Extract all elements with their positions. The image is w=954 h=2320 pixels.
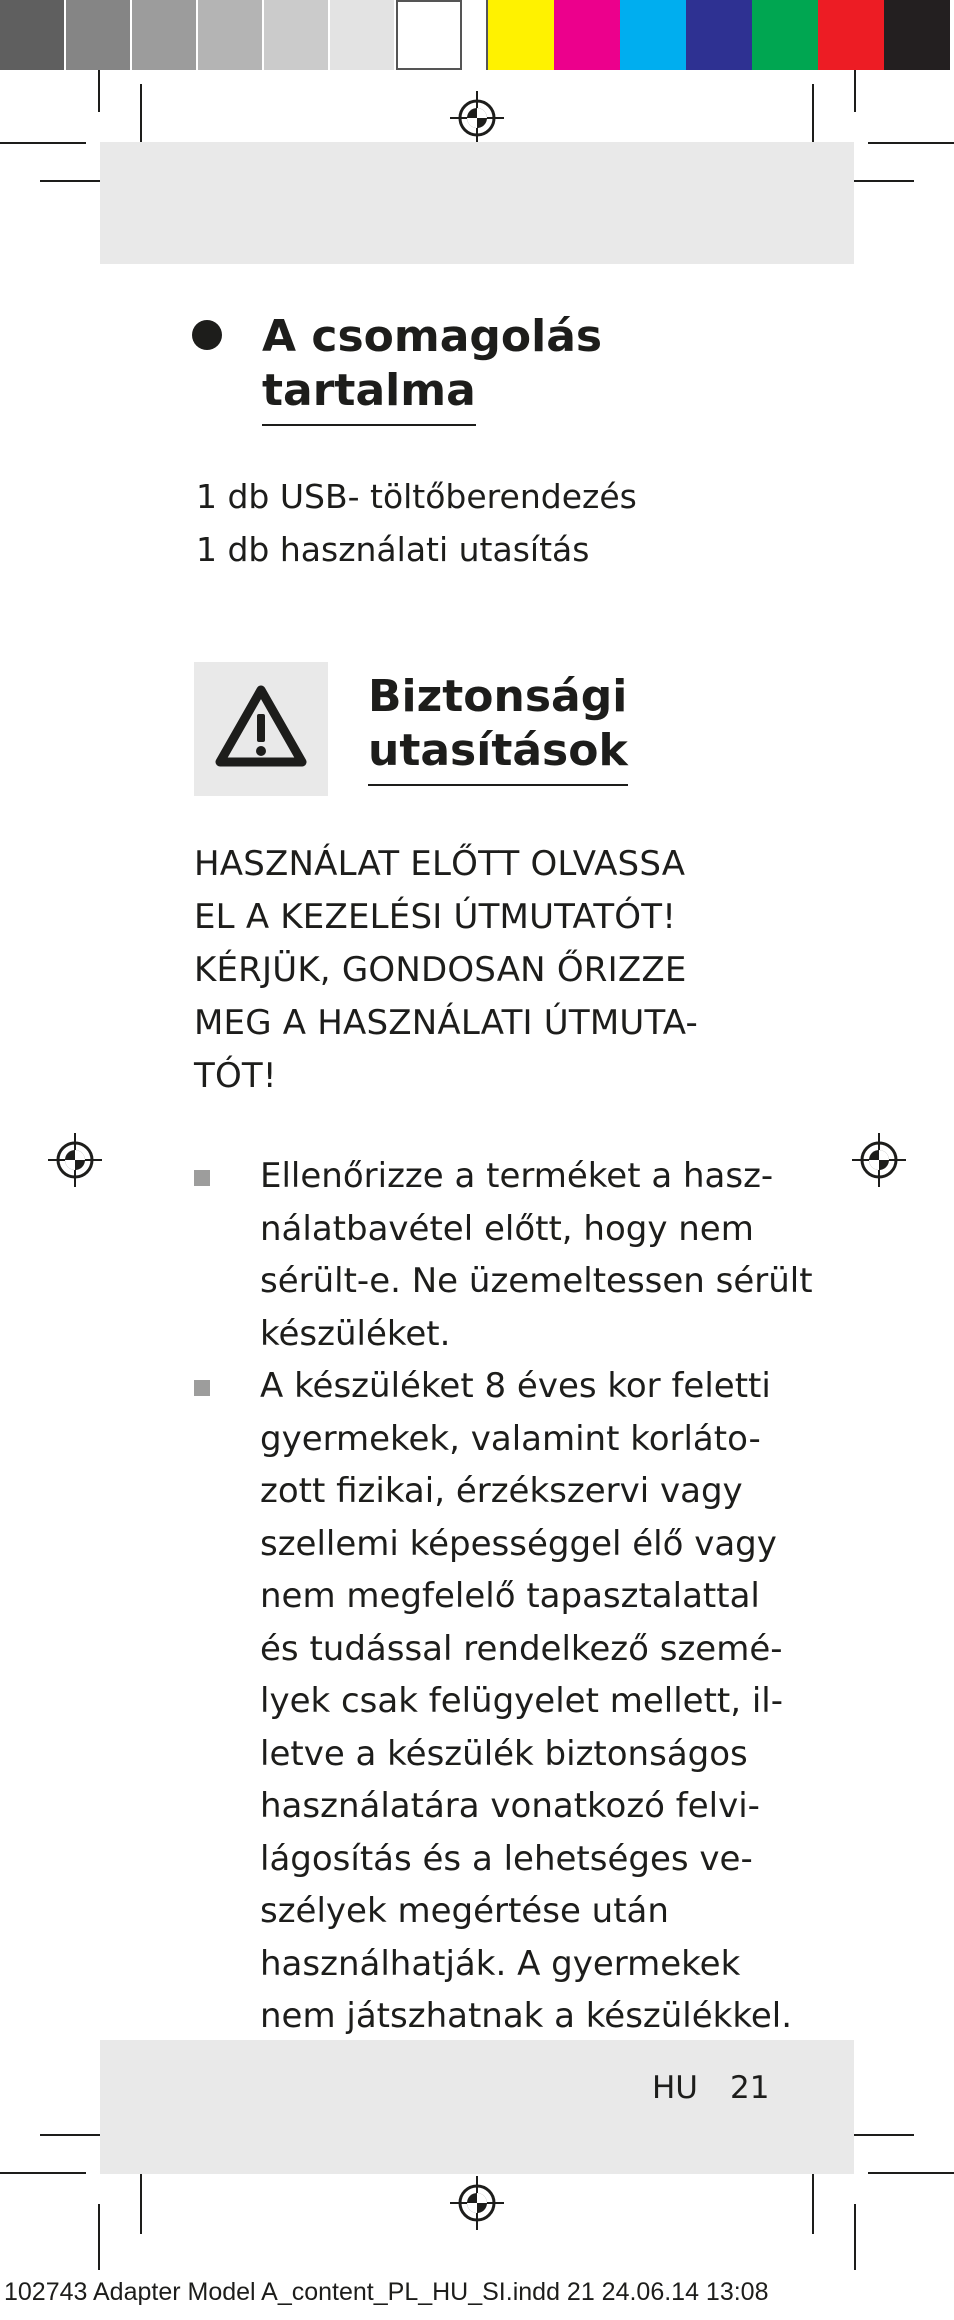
bullet-line: nálatbavétel előtt, hogy nem — [260, 1208, 754, 1249]
bullet-line: gyermekek, valamint korláto- — [260, 1418, 761, 1459]
heading-line2: tartalma — [262, 364, 476, 426]
bullet-item — [194, 1360, 813, 2043]
color-swatch — [488, 0, 554, 70]
bullet-line: készüléket. — [260, 1313, 451, 1354]
bullet-square-icon — [194, 1170, 210, 1186]
bullet-line: lágosítás és a lehetséges ve- — [260, 1838, 753, 1879]
color-swatch — [752, 0, 818, 70]
bullet-line: nem játszhatnak a készülékkel. — [260, 1996, 793, 2036]
notice-line: HASZNÁLAT ELŐTT OLVASSA — [194, 844, 686, 884]
page-number: 21 — [730, 2070, 770, 2106]
crop-mark — [0, 142, 86, 144]
package-contents-list — [196, 470, 637, 576]
heading-bullet-dot — [192, 320, 222, 350]
registration-mark-bottom — [450, 2176, 504, 2230]
heading-line1: A csomagolás — [262, 311, 603, 362]
bullet-text — [260, 1150, 813, 1360]
safety-bullet-list — [194, 1150, 813, 2043]
notice-line: KÉRJÜK, GONDOSAN ŐRIZZE — [194, 950, 687, 990]
registration-mark-left — [48, 1133, 102, 1187]
bullet-line: letve a készülék biztonságos — [260, 1733, 748, 1774]
crop-mark — [844, 180, 914, 182]
grayscale-calibration-bar — [0, 0, 462, 70]
bullet-line: használhatják. A gyermekek — [260, 1943, 741, 1984]
crop-mark — [868, 142, 954, 144]
bullet-text — [260, 1360, 813, 2043]
warning-triangle-icon — [194, 662, 328, 796]
color-swatch — [884, 0, 950, 70]
notice-line: TÓT! — [194, 1056, 277, 1096]
list-item: 1 db használati utasítás — [196, 530, 590, 569]
gray-swatch — [330, 0, 396, 70]
gray-swatch — [66, 0, 132, 70]
crop-mark — [98, 2204, 100, 2270]
bullet-line: A készüléket 8 éves kor feletti — [260, 1366, 771, 1406]
safety-heading — [368, 670, 628, 786]
heading-line1: Biztonsági — [368, 671, 628, 722]
package-contents-heading — [262, 310, 602, 426]
page-language: HU — [652, 2070, 699, 2106]
bullet-line: Ellenőrizze a terméket a hasz- — [260, 1156, 774, 1196]
crop-mark — [854, 2204, 856, 2270]
read-instructions-notice — [194, 838, 698, 1103]
crop-mark — [98, 70, 100, 112]
crop-mark — [844, 2134, 914, 2136]
registration-mark-right — [852, 1133, 906, 1187]
list-item: 1 db USB- töltőberendezés — [196, 477, 637, 516]
header-band — [100, 142, 854, 264]
registration-mark-top — [450, 91, 504, 145]
bullet-line: zott fizikai, érzékszervi vagy — [260, 1471, 743, 1511]
notice-line: MEG A HASZNÁLATI ÚTMUTA- — [194, 1003, 698, 1043]
crop-mark — [0, 2172, 86, 2174]
gray-swatch — [132, 0, 198, 70]
bullet-line: lyek csak felügyelet mellett, il- — [260, 1681, 784, 1721]
bullet-line: sérült-e. Ne üzemeltessen sérült — [260, 1261, 813, 1301]
bullet-line: és tudással rendelkező szemé- — [260, 1628, 783, 1669]
gray-swatch — [0, 0, 66, 70]
bullet-line: szélyek megértése után — [260, 1891, 669, 1931]
bullet-square-icon — [194, 1380, 210, 1396]
footer-band — [100, 2040, 854, 2174]
color-swatch — [620, 0, 686, 70]
crop-mark — [868, 2172, 954, 2174]
bullet-line: használatára vonatkozó felvi- — [260, 1786, 760, 1826]
notice-line: EL A KEZELÉSI ÚTMUTATÓT! — [194, 897, 677, 937]
bullet-line: szellemi képességgel élő vagy — [260, 1523, 777, 1564]
bullet-line: nem megfelelő tapasztalattal — [260, 1576, 760, 1616]
printer-slug: 102743 Adapter Model A_content_PL_HU_SI.indd 21 24.06.14 13:08 — [4, 2278, 769, 2306]
warning-icon-box — [194, 662, 328, 796]
color-swatch — [554, 0, 620, 70]
color-swatch — [686, 0, 752, 70]
color-calibration-bar — [486, 0, 950, 70]
crop-mark — [812, 2164, 814, 2234]
color-swatch — [818, 0, 884, 70]
heading-line2: utasítások — [368, 724, 628, 786]
crop-mark — [854, 70, 856, 112]
gray-swatch — [396, 0, 462, 70]
bullet-item — [194, 1150, 813, 1360]
crop-mark — [140, 2164, 142, 2234]
gray-swatch — [264, 0, 330, 70]
gray-swatch — [198, 0, 264, 70]
